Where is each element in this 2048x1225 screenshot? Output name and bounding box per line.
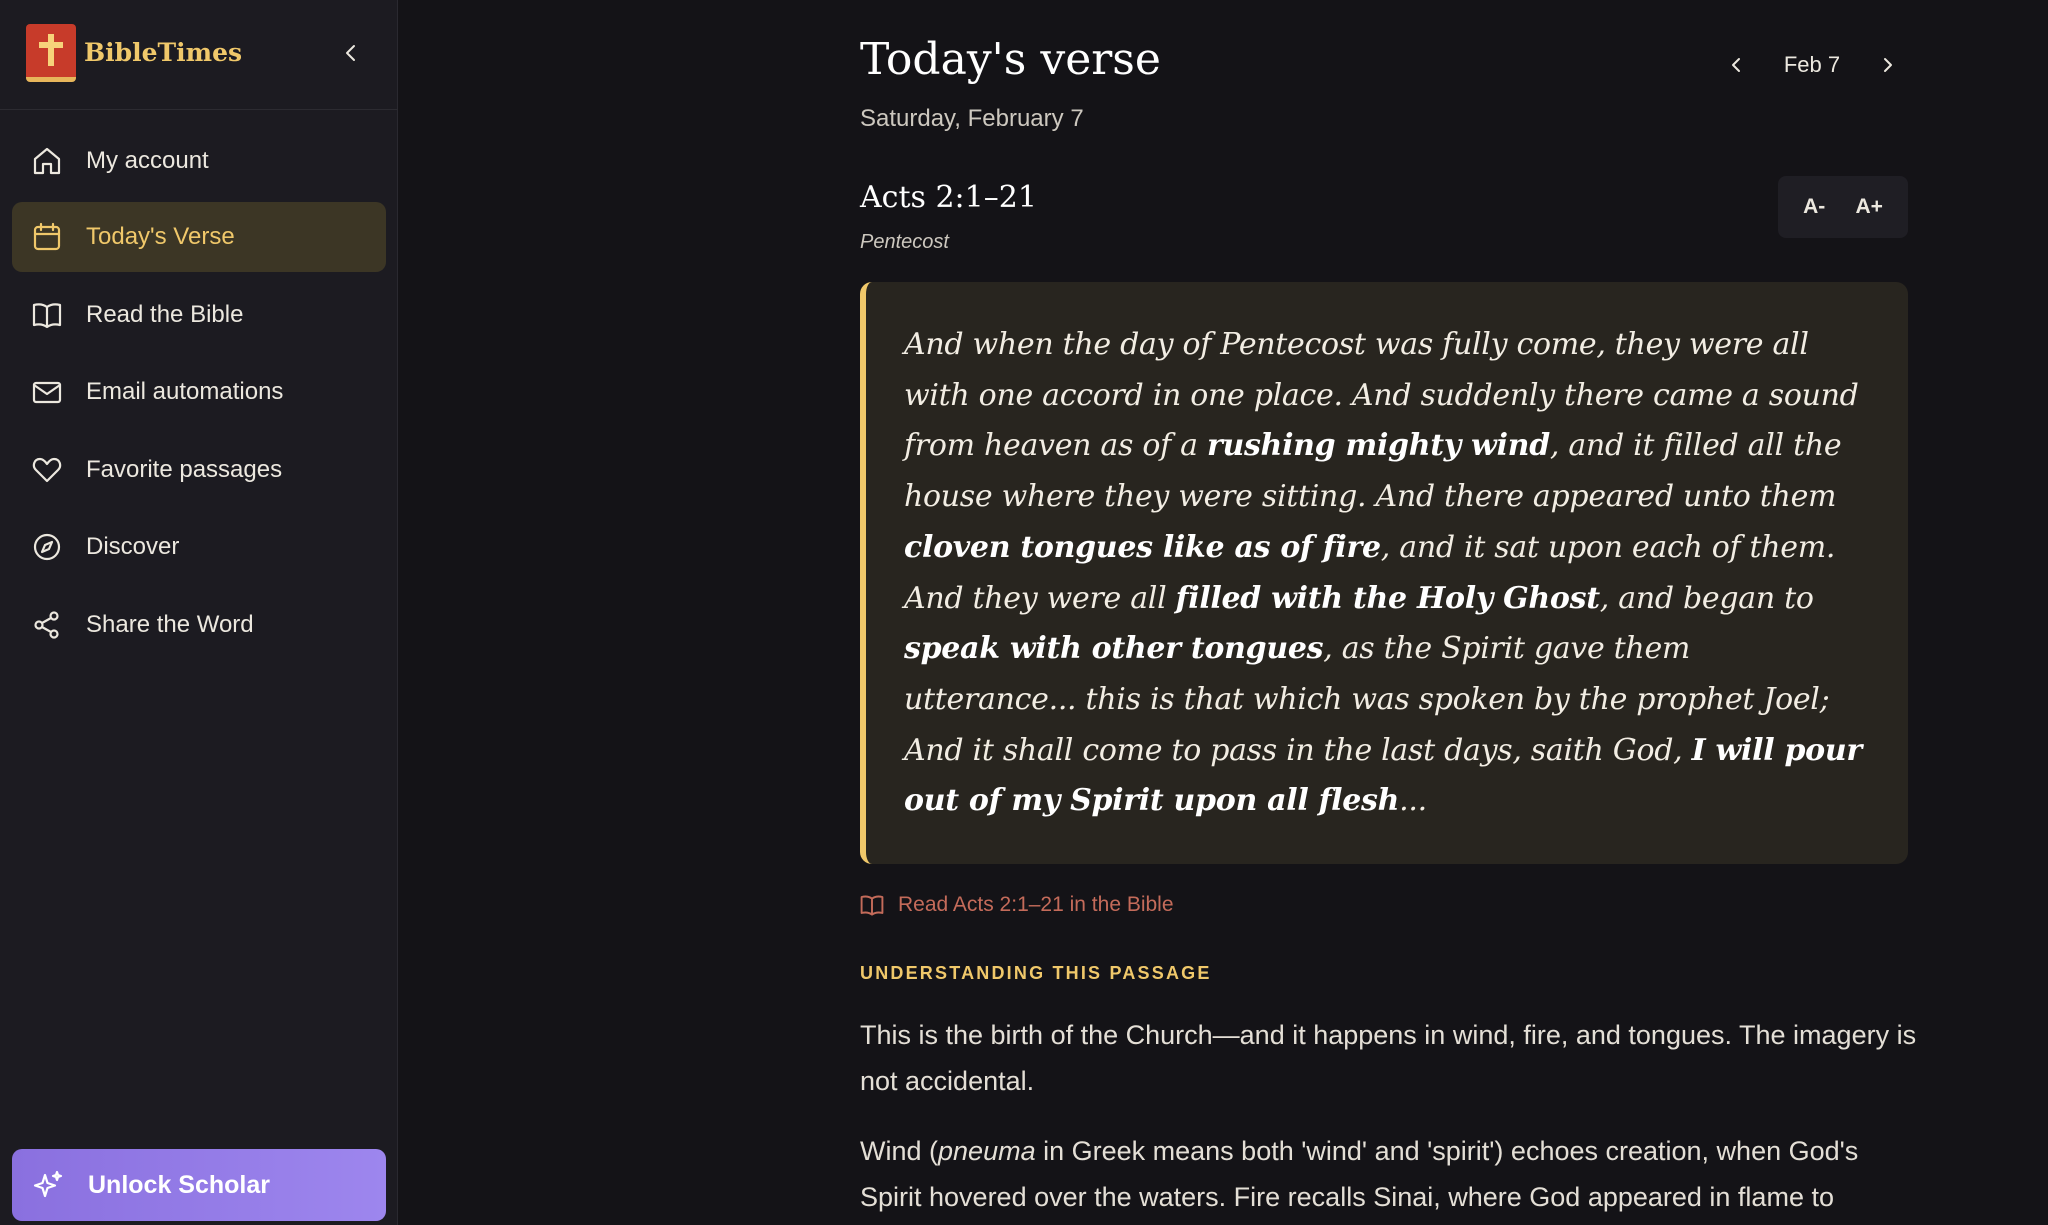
sidebar-item-label: Share the Word xyxy=(86,611,254,638)
page-date: Saturday, February 7 xyxy=(860,105,1084,132)
sidebar-item-label: Favorite passages xyxy=(86,456,283,483)
page-title: Today's verse xyxy=(860,34,1161,85)
sidebar-item-email-automations[interactable] xyxy=(12,357,386,427)
sidebar-item-read-the-bible[interactable] xyxy=(12,280,386,350)
verse-segment: ... xyxy=(1399,783,1427,819)
book-open-icon xyxy=(860,893,884,917)
passage-occasion: Pentecost xyxy=(860,231,949,253)
verse-card xyxy=(860,282,1908,864)
verse-text xyxy=(904,320,1868,827)
font-size-control xyxy=(1778,176,1908,238)
sidebar-item-label: Discover xyxy=(86,533,180,560)
share-icon xyxy=(30,608,64,642)
brand-name[interactable]: BibleTimes xyxy=(84,38,243,67)
verse-segment: , and it filled all the house where they were sitting. And there appeared unto them xyxy=(904,428,1842,515)
sidebar-item-share-the-word[interactable] xyxy=(12,590,386,660)
commentary-paragraph xyxy=(860,1128,1920,1220)
mail-icon xyxy=(30,375,64,409)
sidebar-item-favorite-passages[interactable] xyxy=(12,435,386,505)
collapse-sidebar-button[interactable] xyxy=(336,38,366,68)
compass-icon xyxy=(30,530,64,564)
verse-highlight: speak with other tongues xyxy=(904,631,1324,667)
brand-header xyxy=(0,0,398,110)
section-heading: UNDERSTANDING THIS PASSAGE xyxy=(860,963,1212,983)
unlock-scholar-button[interactable] xyxy=(12,1149,386,1221)
verse-segment: , and it sat upon each of them. And they were all xyxy=(904,529,1836,616)
read-in-bible-label: Read Acts 2:1–21 in the Bible xyxy=(898,893,1174,916)
read-in-bible-link[interactable] xyxy=(860,893,1174,917)
verse-segment: , as the Spirit gave them utterance... this is that which was spoken by the prophet Joel; And it shall come to pass in the last days, saith God, xyxy=(904,631,1830,768)
verse-highlight: rushing mighty wind xyxy=(1206,428,1550,464)
sidebar-item-todays-verse[interactable] xyxy=(12,202,386,272)
verse-segment: And when the day of Pentecost was fully come, they were all with one accord in one place. And suddenly there came a sound from heaven as of a xyxy=(904,327,1859,464)
verse-segment: , and began to xyxy=(1599,580,1814,616)
book-open-icon xyxy=(30,298,64,332)
chevron-left-icon xyxy=(342,44,360,62)
home-icon xyxy=(30,144,64,178)
sparkles-icon xyxy=(30,1167,66,1203)
commentary-term: pneuma xyxy=(938,1136,1036,1166)
sidebar-item-label: Today's Verse xyxy=(86,223,235,250)
heart-icon xyxy=(30,453,64,487)
verse-highlight: filled with the Holy Ghost xyxy=(1175,580,1600,616)
sidebar-item-label: Email automations xyxy=(86,378,284,405)
unlock-scholar-label: Unlock Scholar xyxy=(88,1170,270,1199)
current-date-label[interactable]: Feb 7 xyxy=(1783,52,1841,77)
increase-font-button[interactable]: A+ xyxy=(1855,195,1883,218)
verse-highlight: cloven tongues like as of fire xyxy=(904,529,1381,565)
sidebar-item-label: Read the Bible xyxy=(86,301,244,328)
sidebar xyxy=(0,0,398,1225)
next-day-button[interactable] xyxy=(1872,50,1902,80)
chevron-right-icon xyxy=(1879,57,1895,73)
passage-reference: Acts 2:1–21 xyxy=(860,180,1037,215)
sidebar-item-discover[interactable] xyxy=(12,512,386,582)
commentary-text: in Greek means both 'wind' and 'spirit') echoes creation, when God's Spirit hovered over the waters. Fire recalls Sinai, where God appeared in flame to xyxy=(860,1136,1859,1212)
verse-highlight: I will pour out of my Spirit upon all flesh xyxy=(904,732,1862,819)
previous-day-button[interactable] xyxy=(1722,50,1752,80)
sidebar-item-my-account[interactable] xyxy=(12,126,386,196)
chevron-left-icon xyxy=(1729,57,1745,73)
calendar-icon xyxy=(30,220,64,254)
decrease-font-button[interactable]: A- xyxy=(1803,195,1826,218)
bible-logo-icon[interactable] xyxy=(26,24,76,82)
commentary-paragraph: This is the birth of the Church—and it happens in wind, fire, and tongues. The imagery is not accidental. xyxy=(860,1020,1917,1096)
commentary-text: Wind ( xyxy=(860,1136,939,1166)
sidebar-item-label: My account xyxy=(86,147,209,174)
